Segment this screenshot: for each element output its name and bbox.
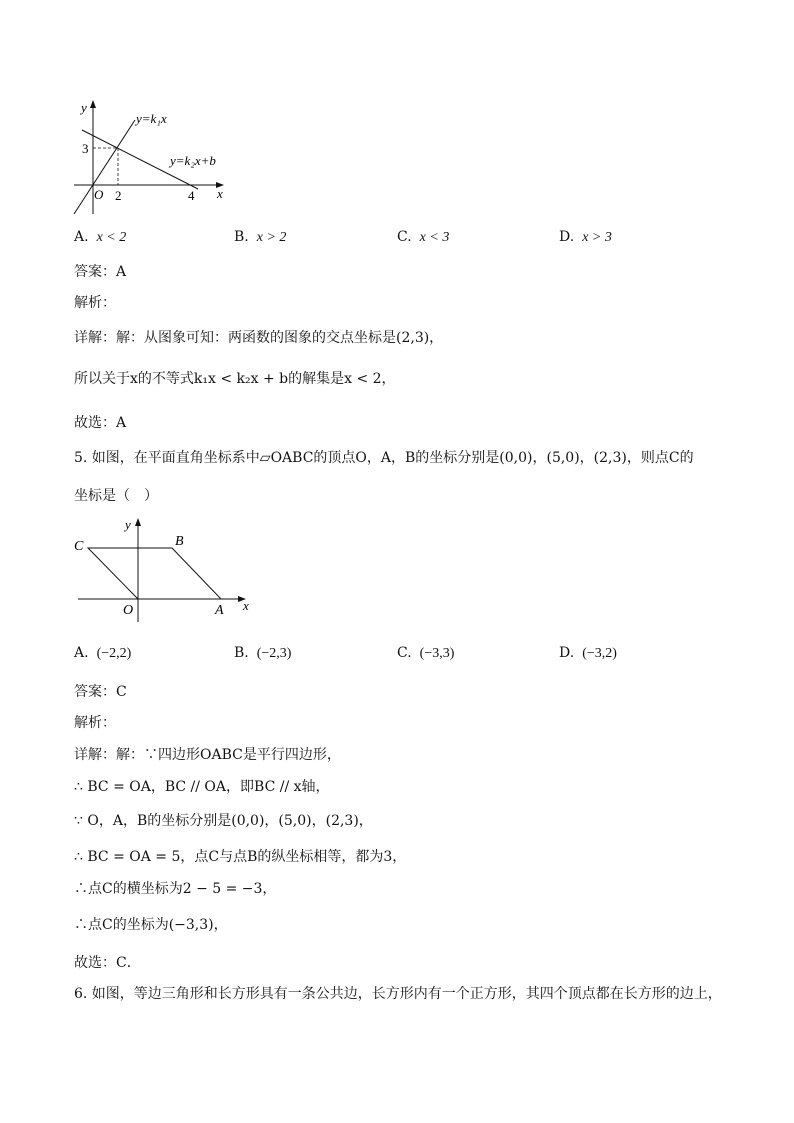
q5-answer: 答案：C [74,684,127,700]
q5-step-1: 详解：解：∵四边形OABC是平行四边形， [74,747,341,763]
y-axis-label: y [81,100,87,115]
q4-choice: 故选：A [74,415,127,431]
q5-analysis-heading: 解析： [74,715,116,731]
q5-step-7: 故选：C． [74,955,141,971]
q4-option-a [74,229,126,246]
parallelogram-figure [66,512,262,624]
q5-step-5: ∴点C的横坐标为2 − 5 = −3， [74,881,277,897]
option-letter: C. [397,229,412,245]
option-letter: A. [74,645,89,661]
option-letter: B. [234,645,249,661]
x-axis-label: x [217,186,223,201]
q5-option-c [397,645,454,662]
q5-option-a [74,645,131,662]
q5-step-3: ∵ O，A，B的坐标分别是(0,0)，(5,0)，(2,3)， [74,813,373,829]
tick-label-x-4: 4 [188,188,195,203]
q4-analysis-heading: 解析： [74,295,116,311]
option-letter: A. [74,229,89,245]
vertex-label-a: A [215,603,224,618]
q5-option-b [234,645,291,662]
q5-step-2: ∴ BC = OA，BC // OA，即BC // x轴， [74,779,330,795]
origin-label: O [94,187,104,202]
q5-stem-line1: 5. 如图，在平面直角坐标系中▱OABC的顶点O，A，B的坐标分别是(0,0)，(5,0)，(2,3)，则点C的 [74,450,694,466]
option-value: x < 3 [419,230,450,245]
q5-step-4: ∴ BC = OA = 5，点C与点B的纵坐标相等，都为3， [74,849,407,865]
option-value: x > 3 [582,230,612,245]
option-value: (−2,3) [256,646,292,661]
q4-option-b [234,229,286,246]
q5-step-6: ∴点C的坐标为(−3,3)， [74,917,228,933]
option-value: (−2,2) [96,646,132,661]
q4-detail-line1: 详解：解：从图象可知：两函数的图象的交点坐标是(2,3)， [74,330,444,346]
option-letter: C. [397,645,412,661]
line-k1x [74,120,135,214]
option-value: x < 2 [96,230,127,245]
y-axis-label: y [125,517,131,532]
parallelogram-oabc [88,548,221,599]
option-value: (−3,2) [582,646,617,661]
q5-option-d [559,645,617,662]
vertex-label-b: B [175,534,184,549]
q6-stem: 6. 如图，等边三角形和长方形具有一条公共边，长方形内有一个正方形，其四个顶点都在长方形的边上， [74,986,722,1002]
linear-functions-graph [66,96,236,220]
y-axis-arrow [90,100,96,108]
q4-option-c [397,229,449,246]
y-axis-arrow [135,518,141,526]
q4-option-d [559,229,612,246]
q4-detail-line2: 所以关于x的不等式k₁x < k₂x + b的解集是x < 2， [74,371,396,387]
option-letter: D. [559,645,575,661]
tick-label-y-3: 3 [82,141,89,156]
vertex-label-c: C [74,539,84,554]
tick-label-x-2: 2 [115,188,122,203]
option-letter: D. [559,229,575,245]
q4-answer: 答案：A [74,264,127,280]
line2-label: y=k₂x+b [170,153,216,168]
q5-stem-line2: 坐标是（ ） [74,488,158,504]
option-value: x > 2 [256,230,287,245]
line1-label: y=k₁x [136,111,167,126]
option-letter: B. [234,229,249,245]
x-axis-label: x [243,598,249,613]
option-value: (−3,3) [419,646,455,661]
vertex-label-o: O [123,603,134,618]
